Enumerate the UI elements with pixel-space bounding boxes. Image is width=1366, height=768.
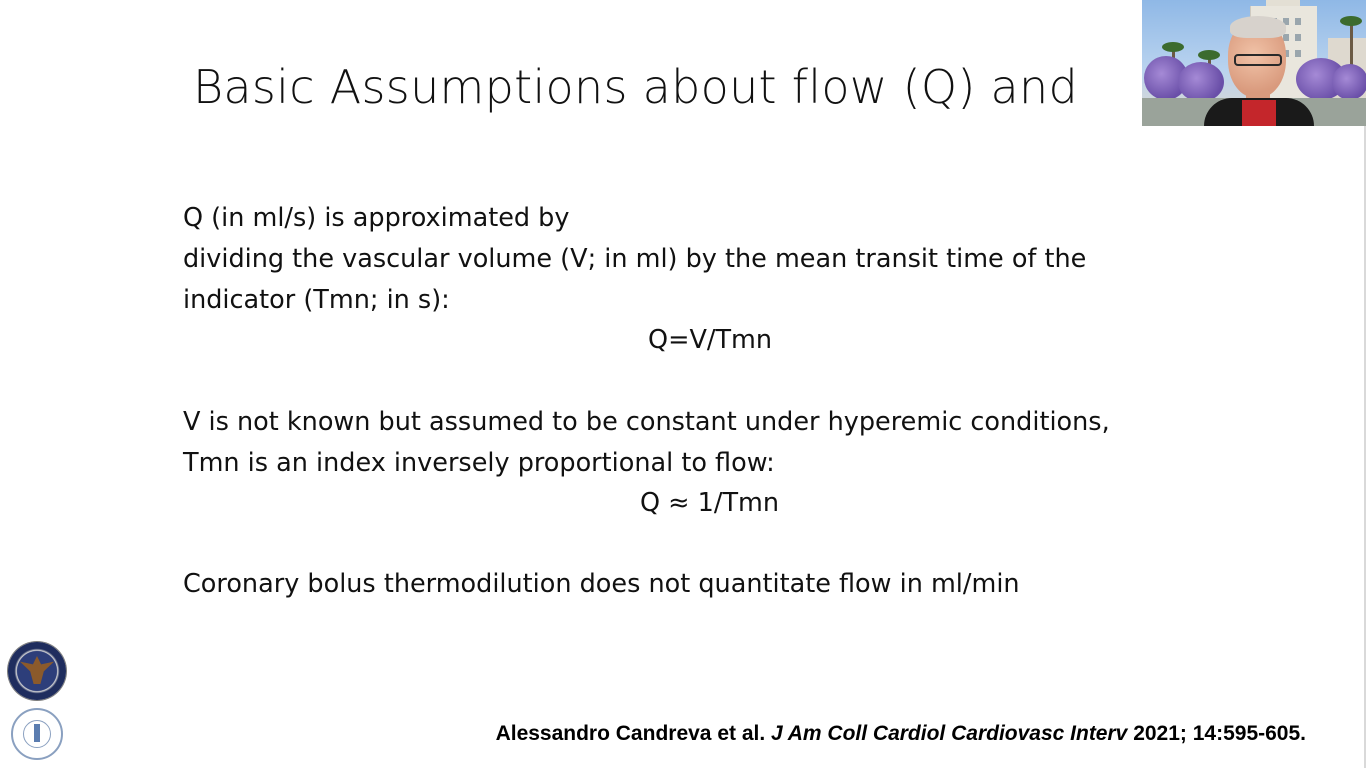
- formula-approx: Q ≈ 1/Tmn: [640, 488, 780, 518]
- glasses-icon: [1234, 54, 1282, 66]
- paragraph-line: Coronary bolus thermodilution does not quantitate flow in ml/min: [183, 569, 1020, 599]
- citation: [496, 722, 1306, 746]
- citation-journal: J Am Coll Cardiol Cardiovasc Interv: [771, 722, 1128, 745]
- citation-details: 2021; 14:595-605.: [1133, 722, 1306, 745]
- paragraph-line: Tmn is an index inversely proportional to flow:: [183, 448, 775, 478]
- eagle-icon: [20, 656, 54, 684]
- paragraph-line: Q (in ml/s) is approximated by: [183, 203, 570, 233]
- slide-title: Basic Assumptions about flow (Q) and: [193, 60, 1079, 114]
- university-seal-icon: [11, 708, 63, 760]
- formula-flow: Q=V/Tmn: [648, 325, 773, 355]
- paragraph-line: indicator (Tmn; in s):: [183, 285, 450, 315]
- va-seal-icon: [8, 642, 66, 700]
- paragraph-line: dividing the vascular volume (V; in ml) by the mean transit time of the: [183, 244, 1087, 274]
- paragraph-line: V is not known but assumed to be constant under hyperemic conditions,: [183, 407, 1110, 437]
- presenter-video[interactable]: [1142, 0, 1366, 126]
- citation-authors: Alessandro Candreva et al.: [495, 722, 766, 745]
